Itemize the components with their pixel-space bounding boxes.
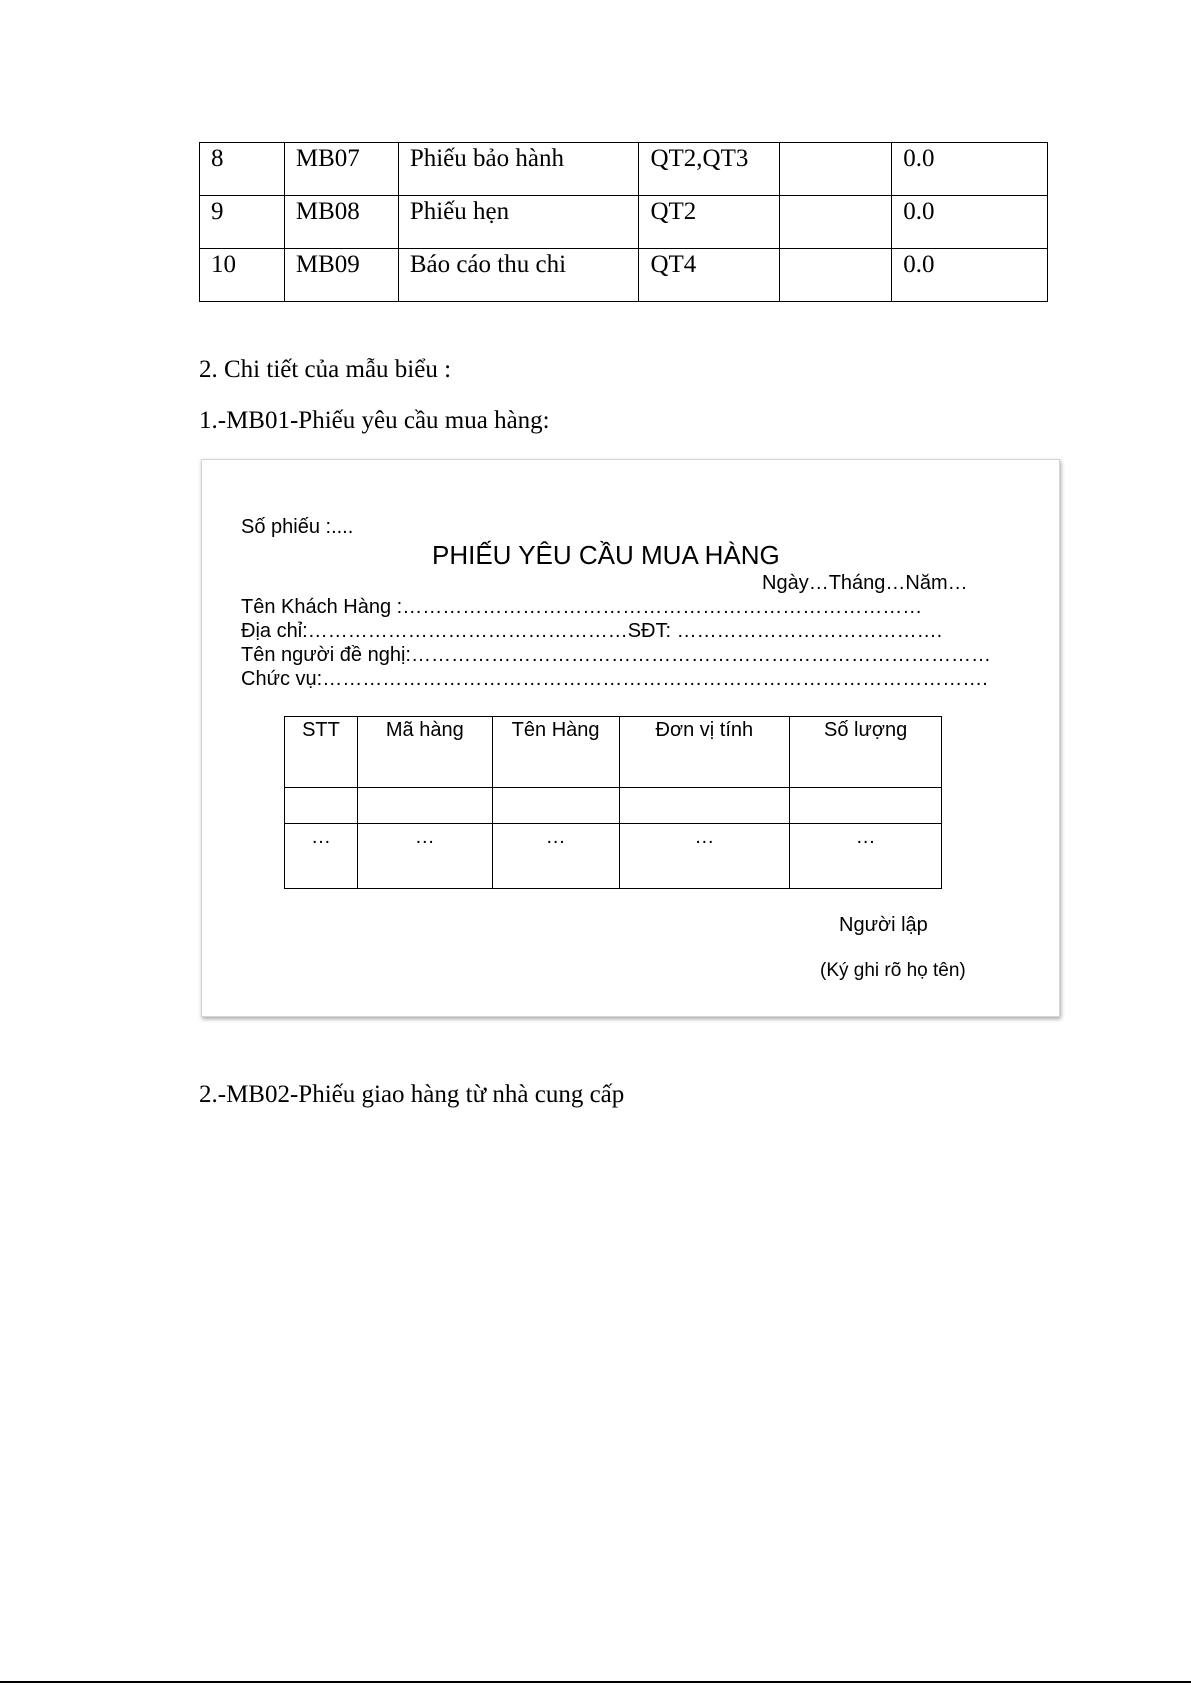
table-cell xyxy=(285,788,358,824)
table-cell xyxy=(780,196,892,249)
table-row xyxy=(200,196,1048,249)
table-cell xyxy=(492,788,619,824)
table-cell: … xyxy=(357,824,492,889)
column-header: Số lượng xyxy=(790,717,942,788)
column-header: Mã hàng xyxy=(357,717,492,788)
table-cell: … xyxy=(492,824,619,889)
items-table xyxy=(284,716,942,889)
table-cell: 10 xyxy=(200,249,285,302)
purchase-request-form xyxy=(201,459,1060,1017)
requester-line: Tên người đề nghị:…………………………………………………………………………… xyxy=(241,644,991,666)
table-cell xyxy=(619,788,790,824)
signer-label: Người lập xyxy=(839,914,928,936)
table-cell: … xyxy=(619,824,790,889)
table-cell: MB08 xyxy=(284,196,398,249)
ticket-number-label: Số phiếu :.... xyxy=(241,516,354,538)
table-cell: Phiếu hẹn xyxy=(398,196,639,249)
address-phone-line: Địa chỉ:…………………………………………SĐT: …………………………………. xyxy=(241,620,943,642)
form-list-table xyxy=(199,142,1048,302)
table-cell xyxy=(780,143,892,196)
form2-heading: 2.-MB02-Phiếu giao hàng từ nhà cung cấp xyxy=(199,1081,625,1108)
column-header: Đơn vị tính xyxy=(619,717,790,788)
table-cell: … xyxy=(285,824,358,889)
table-cell: QT2 xyxy=(639,196,780,249)
table-row xyxy=(200,249,1048,302)
table-cell: MB09 xyxy=(284,249,398,302)
table-row xyxy=(200,143,1048,196)
customer-name-line: Tên Khách Hàng :…………………………………………………………………… xyxy=(241,596,923,618)
table-cell: 0.0 xyxy=(892,143,1048,196)
table-cell: 0.0 xyxy=(892,196,1048,249)
table-cell xyxy=(780,249,892,302)
table-cell: … xyxy=(790,824,942,889)
table-cell xyxy=(790,788,942,824)
table-cell: 8 xyxy=(200,143,285,196)
table-row xyxy=(285,824,942,889)
date-line: Ngày…Tháng…Năm… xyxy=(762,572,968,594)
page-bottom-rule xyxy=(0,1681,1191,1683)
table-header-row xyxy=(285,717,942,788)
column-header: STT xyxy=(285,717,358,788)
column-header: Tên Hàng xyxy=(492,717,619,788)
table-cell: Phiếu bảo hành xyxy=(398,143,639,196)
table-cell: 9 xyxy=(200,196,285,249)
section-heading: 2. Chi tiết của mẫu biểu : xyxy=(199,356,452,383)
position-line: Chức vụ:………………………………………………………………………………………. xyxy=(241,668,988,690)
signer-note: (Ký ghi rõ họ tên) xyxy=(820,960,966,981)
table-cell: Báo cáo thu chi xyxy=(398,249,639,302)
table-row xyxy=(285,788,942,824)
table-cell: MB07 xyxy=(284,143,398,196)
table-cell: 0.0 xyxy=(892,249,1048,302)
table-cell: QT2,QT3 xyxy=(639,143,780,196)
form1-heading: 1.-MB01-Phiếu yêu cầu mua hàng: xyxy=(199,407,550,434)
form-title: PHIẾU YÊU CẦU MUA HÀNG xyxy=(432,540,780,570)
table-cell xyxy=(357,788,492,824)
table-cell: QT4 xyxy=(639,249,780,302)
